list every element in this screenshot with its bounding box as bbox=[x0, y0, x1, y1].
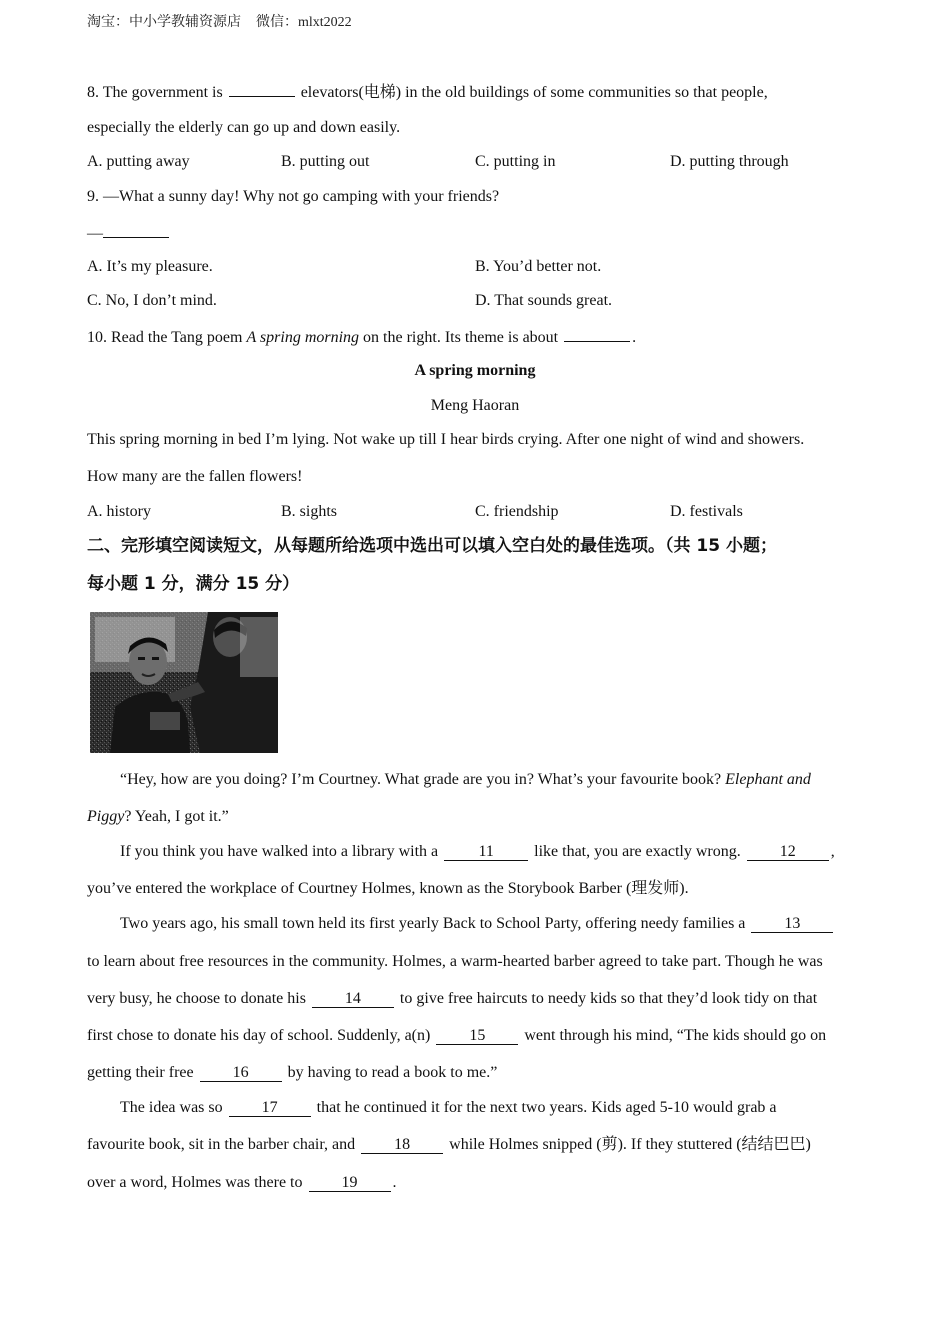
question-9-answer-line bbox=[87, 222, 171, 244]
q10-answer-blank bbox=[564, 326, 630, 342]
passage-p3-line2: to learn about free resources in the community. Holmes, a warm-hearted barber agreed to take part. Though he was bbox=[87, 953, 823, 970]
blank-19: 19 bbox=[309, 1174, 391, 1192]
q10-stem-after: on the right. Its theme is about bbox=[363, 329, 559, 346]
page-header bbox=[87, 13, 352, 33]
p1-text-end: ? Yeah, I got it.” bbox=[124, 808, 229, 825]
passage-p2-line1 bbox=[120, 842, 835, 862]
passage-p3-line1 bbox=[120, 914, 835, 934]
passage-p4-line3 bbox=[87, 1173, 397, 1193]
p4-text-d: while Holmes snipped (剪). If they stuttered (结结巴巴) bbox=[449, 1136, 811, 1153]
passage-p4-line2 bbox=[87, 1135, 811, 1155]
q9-option-b: B. You’d better not. bbox=[475, 258, 602, 275]
poem-line-1: This spring morning in bed I’m lying. Not wake up till I hear birds crying. After one night of wind and showers. bbox=[87, 431, 805, 448]
poem-line-2: How many are the fallen flowers! bbox=[87, 468, 303, 485]
wechat-label: 微信：mlxt2022 bbox=[256, 15, 352, 30]
p3-text-g: getting their free bbox=[87, 1064, 194, 1081]
passage-p4-line1 bbox=[120, 1098, 777, 1118]
question-9-stem: 9. —What a sunny day! Why not go camping with your friends? bbox=[87, 188, 500, 205]
q8-answer-blank bbox=[229, 81, 295, 97]
question-10-stem bbox=[87, 326, 636, 348]
blank-18: 18 bbox=[361, 1136, 443, 1154]
q8-option-d: D. putting through bbox=[670, 153, 789, 170]
p1-book-title-part2: Piggy bbox=[87, 808, 125, 825]
q10-option-a: A. history bbox=[87, 503, 151, 520]
p4-text-c: favourite book, sit in the barber chair, and bbox=[87, 1136, 356, 1153]
p3-text-c: very busy, he choose to donate his bbox=[87, 990, 306, 1007]
blank-12: 12 bbox=[747, 843, 829, 861]
q9-option-c: C. No, I don’t mind. bbox=[87, 292, 217, 309]
section-2-heading-line2: 每小题 1 分，满分 15 分） bbox=[87, 574, 300, 594]
q10-stem-end: . bbox=[632, 329, 637, 346]
q9-option-a: A. It’s my pleasure. bbox=[87, 258, 213, 275]
shop-label: 淘宝：中小学教辅资源店 bbox=[87, 15, 241, 30]
blank-17: 17 bbox=[229, 1099, 311, 1117]
q8-option-b: B. putting out bbox=[281, 153, 370, 170]
p3-text-f: went through his mind, “The kids should go on bbox=[524, 1027, 827, 1044]
blank-15: 15 bbox=[436, 1027, 518, 1045]
q8-stem-after: elevators(电梯) in the old buildings of some communities so that people, bbox=[300, 84, 768, 101]
p2-comma: , bbox=[830, 843, 835, 860]
passage-p2-line2: you’ve entered the workplace of Courtney Holmes, known as the Storybook Barber (理发师). bbox=[87, 880, 689, 897]
passage-p3-line3 bbox=[87, 989, 817, 1009]
q10-option-c: C. friendship bbox=[475, 503, 559, 520]
passage-p1-line2 bbox=[87, 807, 229, 827]
q9-dash: — bbox=[87, 225, 103, 242]
p1-text: “Hey, how are you doing? I’m Courtney. What grade are you in? What’s your favourite book? bbox=[120, 771, 722, 788]
question-8-stem bbox=[87, 81, 768, 103]
q9-answer-blank bbox=[103, 222, 169, 238]
p3-text-h: by having to read a book to me.” bbox=[287, 1064, 498, 1081]
p3-text-a: Two years ago, his small town held its first yearly Back to School Party, offering needy families a bbox=[120, 915, 746, 932]
passage-p3-line5 bbox=[87, 1063, 497, 1083]
blank-13: 13 bbox=[751, 915, 833, 933]
p1-book-title-part1: Elephant and bbox=[725, 771, 811, 788]
q10-option-d: D. festivals bbox=[670, 503, 743, 520]
section-2-heading-line1: 二、完形填空阅读短文，从每题所给选项中选出可以填入空白处的最佳选项。（共 15 小题； bbox=[87, 536, 777, 556]
poem-title: A spring morning bbox=[414, 362, 536, 379]
passage-p3-line4 bbox=[87, 1026, 826, 1046]
p4-text-a: The idea was so bbox=[120, 1099, 223, 1116]
p3-text-d: to give free haircuts to needy kids so that they’d look tidy on that bbox=[399, 990, 818, 1007]
p4-text-e: over a word, Holmes was there to bbox=[87, 1174, 303, 1191]
blank-11: 11 bbox=[444, 843, 528, 861]
question-8-stem-line2: especially the elderly can go up and down easily. bbox=[87, 119, 401, 136]
q10-poem-name: A spring morning bbox=[246, 329, 360, 346]
q8-stem-before: 8. The government is bbox=[87, 84, 223, 101]
barber-photo bbox=[90, 612, 278, 753]
q9-option-d: D. That sounds great. bbox=[475, 292, 613, 309]
poem-author: Meng Haoran bbox=[430, 397, 520, 414]
passage-p1-line1 bbox=[120, 770, 811, 790]
q10-stem-before: 10. Read the Tang poem bbox=[87, 329, 243, 346]
q10-option-b: B. sights bbox=[281, 503, 338, 520]
p4-text-b: that he continued it for the next two years. Kids aged 5-10 would grab a bbox=[316, 1099, 777, 1116]
q8-option-c: C. putting in bbox=[475, 153, 556, 170]
p4-period: . bbox=[392, 1174, 397, 1191]
p2-text-b: like that, you are exactly wrong. bbox=[534, 843, 741, 860]
p3-text-e: first chose to donate his day of school. Suddenly, a(n) bbox=[87, 1027, 431, 1044]
p2-text-a: If you think you have walked into a library with a bbox=[120, 843, 439, 860]
blank-14: 14 bbox=[312, 990, 394, 1008]
q8-option-a: A. putting away bbox=[87, 153, 190, 170]
blank-16: 16 bbox=[200, 1064, 282, 1082]
